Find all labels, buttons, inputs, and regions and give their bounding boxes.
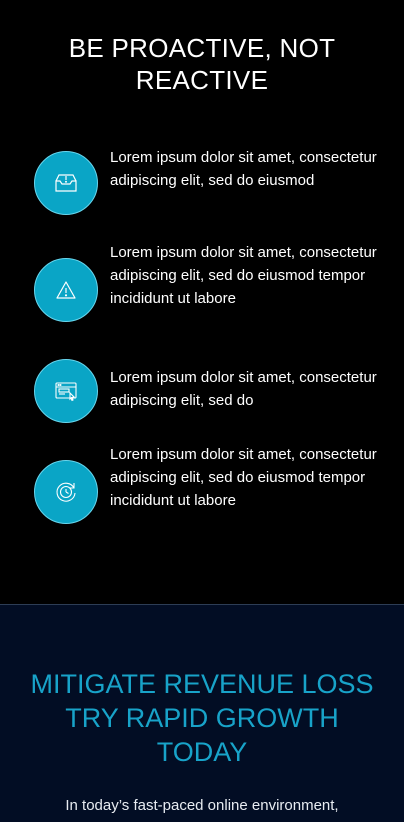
feature-text: Lorem ipsum dolor sit amet, consectetur adipiscing elit, sed do eiusmod tempor incididunt ut labore bbox=[110, 244, 377, 307]
feature-text: Lorem ipsum dolor sit amet, consectetur adipiscing elit, sed do eiusmod bbox=[110, 149, 377, 189]
growth-section bbox=[0, 605, 404, 822]
inbox-alert-icon bbox=[34, 151, 98, 215]
feature-text: Lorem ipsum dolor sit amet, consectetur adipiscing elit, sed do bbox=[110, 369, 377, 409]
growth-title-line3: TODAY bbox=[156, 737, 248, 767]
growth-body-text: In today’s fast-paced online environment, bbox=[65, 797, 339, 814]
growth-title-line1: MITIGATE REVENUE LOSS bbox=[30, 669, 374, 699]
clock-refresh-icon bbox=[34, 460, 98, 524]
browser-window-icon bbox=[34, 359, 98, 423]
proactive-title-line2: REACTIVE bbox=[135, 65, 269, 95]
growth-title bbox=[0, 667, 404, 769]
growth-title-line2: TRY RAPID GROWTH bbox=[65, 703, 339, 733]
warning-triangle-icon bbox=[34, 258, 98, 322]
proactive-title-line1: BE PROACTIVE, NOT bbox=[68, 33, 336, 63]
proactive-title bbox=[0, 32, 404, 96]
feature-text: Lorem ipsum dolor sit amet, consectetur adipiscing elit, sed do eiusmod tempor incididunt ut labore bbox=[110, 446, 377, 509]
